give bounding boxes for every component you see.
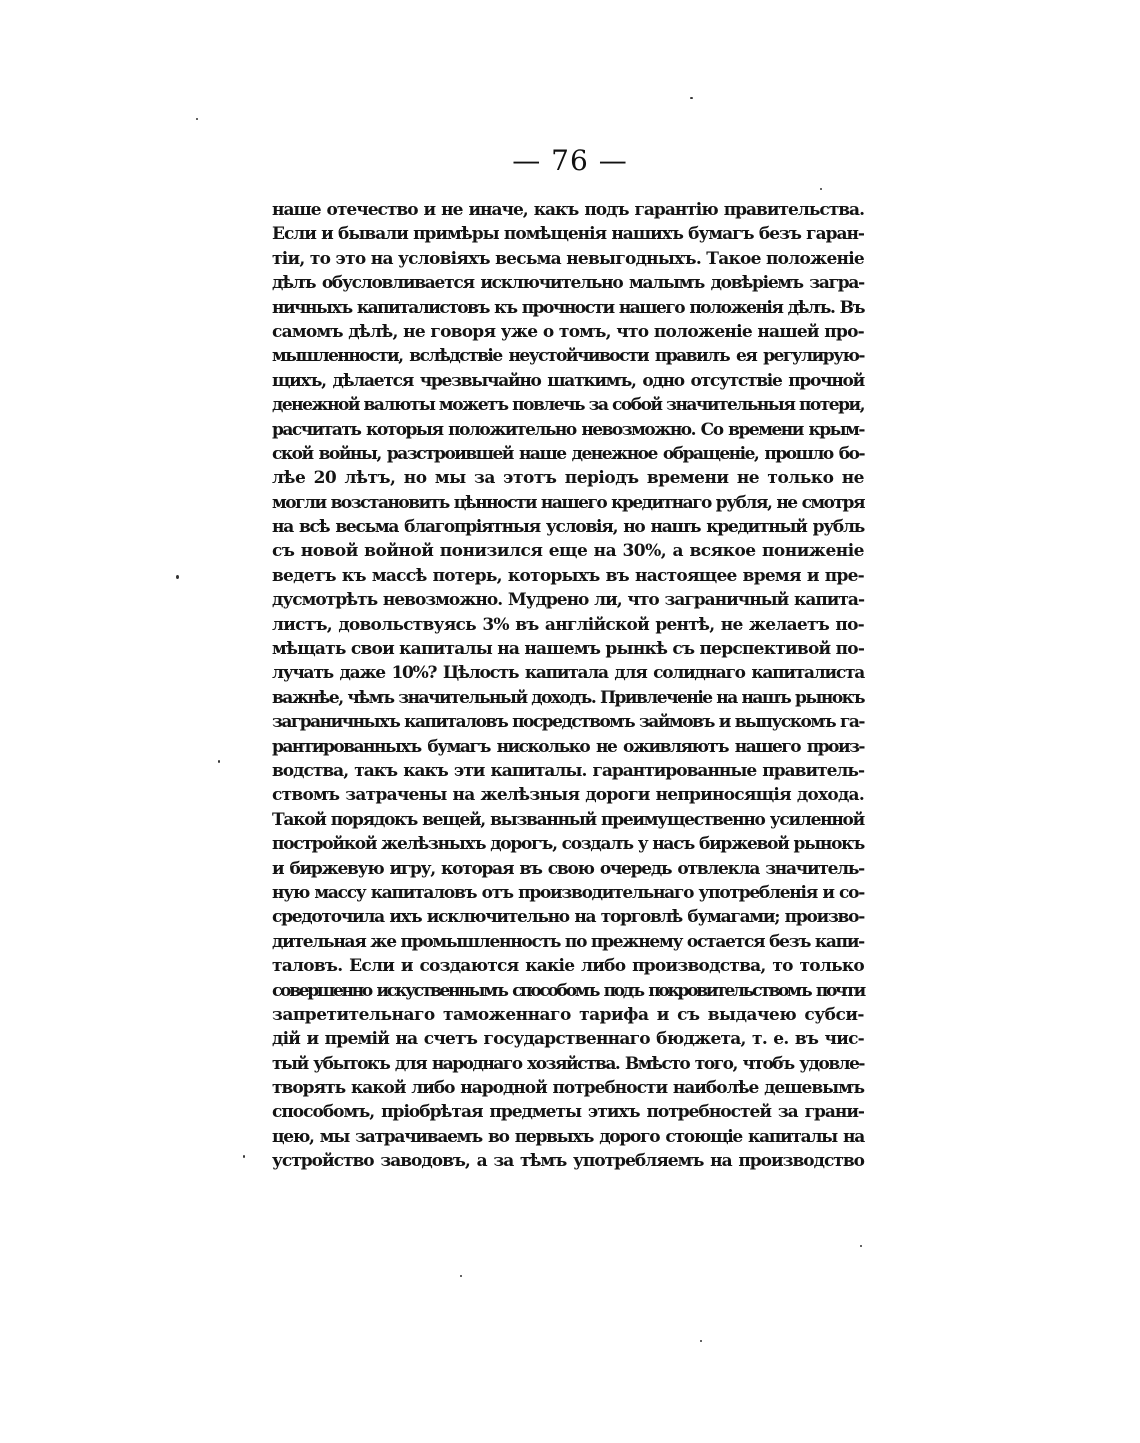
text-line: цею, мы затрачиваемъ во первыхъ дорого стоющіе капиталы на xyxy=(272,1126,864,1147)
text-line: могли возстановить цѣнности нашего кредитнаго рубля, не смотря xyxy=(272,492,864,513)
text-line: заграничныхъ капиталовъ посредствомъ займовъ и выпускомъ га- xyxy=(272,712,864,733)
page-number: — 76 — xyxy=(512,144,628,177)
text-line: листъ, довольствуясь 3% въ англійской рентѣ, не желаетъ по- xyxy=(272,614,864,635)
scan-speck xyxy=(243,1155,245,1158)
text-line: денежной валюты можетъ повлечь за собой значительныя потери, xyxy=(272,395,864,416)
text-line: самомъ дѣлѣ, не говоря уже о томъ, что положеніе нашей про- xyxy=(272,321,864,342)
scan-speck xyxy=(460,1275,462,1277)
text-line: ведетъ къ массѣ потерь, которыхъ въ настоящее время и пре- xyxy=(272,565,864,586)
body-text xyxy=(272,198,864,1174)
text-line: ской войны, разстроившей наше денежное обращеніе, прошло бо- xyxy=(272,443,864,464)
text-line: ничныхъ капиталистовъ къ прочности нашего положенія дѣлъ. Въ xyxy=(272,297,864,318)
text-line: дѣлъ обусловливается исключительно малымъ довѣріемъ загра- xyxy=(272,273,864,294)
scan-speck xyxy=(218,760,220,763)
scan-speck xyxy=(700,1340,702,1342)
scan-speck xyxy=(690,97,693,99)
text-line: творять какой либо народной потребности наиболѣе дешевымъ xyxy=(272,1078,864,1099)
scan-speck xyxy=(860,1245,862,1247)
text-line: важнѣе, чѣмъ значительный доходъ. Привлеченіе на нашъ рынокъ xyxy=(272,687,864,708)
text-line: рантированныхъ бумагъ нисколько не оживляютъ нашего произ- xyxy=(272,736,864,757)
text-line: способомъ, пріобрѣтая предметы этихъ потребностей за грани- xyxy=(272,1102,864,1123)
text-line: щихъ, дѣлается чрезвычайно шаткимъ, одно отсутствіе прочной xyxy=(272,370,864,391)
text-line: расчитать которыя положительно невозможно. Со времени крым- xyxy=(272,419,864,440)
text-line: Такой порядокъ вещей, вызванный преимущественно усиленной xyxy=(272,809,864,830)
text-line: съ новой войной понизился еще на 30%, а всякое пониженіе xyxy=(272,541,864,562)
text-line: наше отечество и не иначе, какъ подъ гарантію правительства. xyxy=(272,200,864,220)
text-line: ствомъ затрачены на желѣзныя дороги неприносящія дохода. xyxy=(272,785,864,806)
scan-speck xyxy=(820,188,822,190)
scan-speck xyxy=(176,575,179,579)
text-line: средоточила ихъ исключительно на торговлѣ бумагами; произво- xyxy=(272,907,864,928)
text-line: мышленности, вслѣдствіе неустойчивости правилъ ея регулирую- xyxy=(272,346,864,367)
text-line: дусмотрѣть невозможно. Мудрено ли, что заграничный капита- xyxy=(272,590,864,611)
text-line: таловъ. Если и создаются какіе либо производства, то только xyxy=(272,956,864,977)
text-line: и биржевую игру, которая въ свою очередь отвлекла значитель- xyxy=(272,858,864,879)
text-line: водства, такъ какъ эти капиталы. гарантированные правитель- xyxy=(272,760,864,781)
text-line: лучать даже 10%? Цѣлость капитала для солиднаго капиталиста xyxy=(272,663,864,684)
scan-speck xyxy=(196,118,198,120)
text-line: запретительнаго таможеннаго тарифа и съ выдачею субси- xyxy=(272,1004,864,1025)
text-line: тый убытокъ для народнаго хозяйства. Вмѣсто того, чтобъ удовле- xyxy=(272,1053,864,1074)
text-line: ную массу капиталовъ отъ производительнаго употребленія и со- xyxy=(272,882,864,903)
text-line: совершенно искуственнымъ способомъ подъ покровительствомъ почти xyxy=(272,980,864,1001)
text-line: тіи, то это на условіяхъ весьма невыгодныхъ. Такое положеніе xyxy=(272,248,864,269)
text-line: дій и премій на счетъ государственнаго бюджета, т. е. въ чис- xyxy=(272,1029,864,1050)
text-line: лѣе 20 лѣтъ, но мы за этотъ періодъ времени не только не xyxy=(272,468,864,489)
text-line: на всѣ весьма благопріятныя условія, но нашъ кредитный рубль xyxy=(272,517,864,538)
text-line: Если и бывали примѣры помѣщенія нашихъ бумагъ безъ гаран- xyxy=(272,224,864,245)
text-line: дительная же промышленность по прежнему остается безъ капи- xyxy=(272,931,864,952)
text-line: устройство заводовъ, а за тѣмъ употребляемъ на производство xyxy=(272,1151,864,1172)
text-line: мѣщать свои капиталы на нашемъ рынкѣ съ перспективой по- xyxy=(272,639,865,660)
text-line: постройкой желѣзныхъ дорогъ, создалъ у насъ биржевой рынокъ xyxy=(272,834,864,855)
